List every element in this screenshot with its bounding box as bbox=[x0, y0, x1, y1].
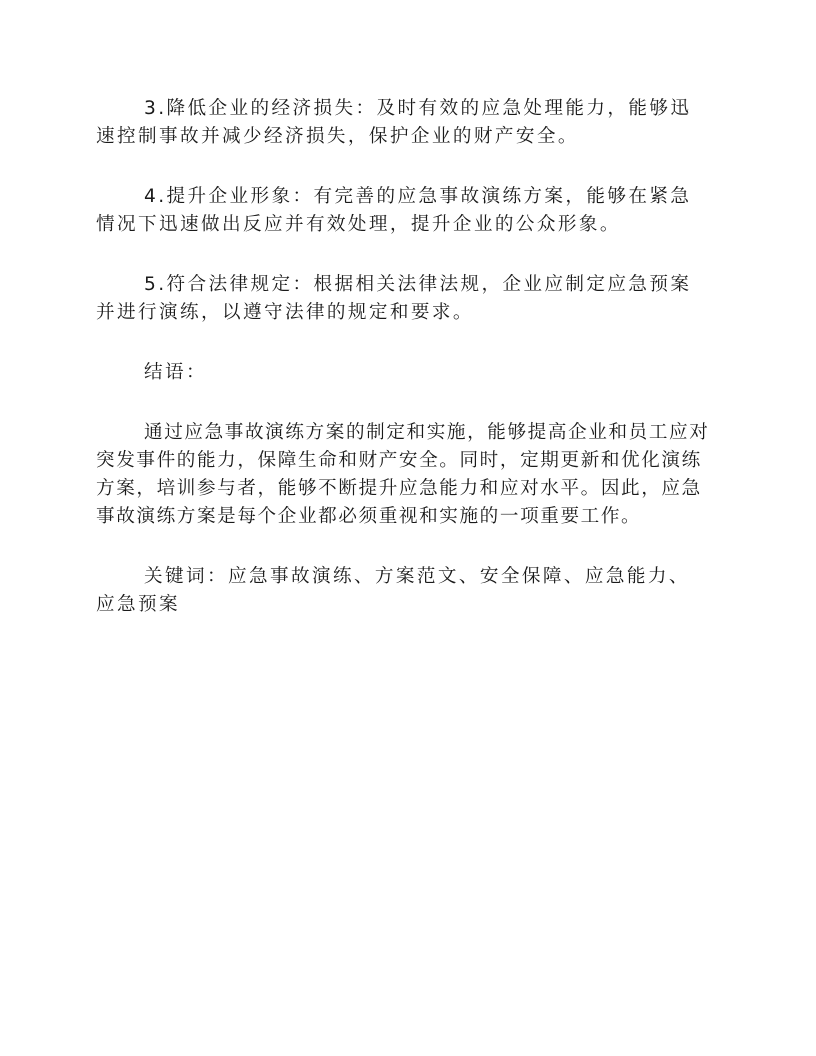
paragraph-enhance-image: 4.提升企业形象：有完善的应急事故演练方案，能够在紧急情况下迅速做出反应并有效处理，提升企业的公众形象。 bbox=[96, 186, 692, 235]
paragraph-legal-compliance: 5.符合法律规定：根据相关法律法规，企业应制定应急预案并进行演练，以遵守法律的规定和要求。 bbox=[96, 274, 692, 323]
paragraph-conclusion-heading: 结语： bbox=[144, 362, 207, 383]
paragraph-keywords: 关键词：应急事故演练、方案范文、安全保障、应急能力、应急预案 bbox=[96, 566, 690, 615]
paragraph-reduce-losses: 3.降低企业的经济损失：及时有效的应急处理能力，能够迅速控制事故并减少经济损失，保护企业的财产安全。 bbox=[96, 98, 692, 147]
document-body bbox=[96, 95, 710, 651]
paragraph-conclusion: 通过应急事故演练方案的制定和实施，能够提高企业和员工应对突发事件的能力，保障生命和财产安全。同时，定期更新和优化演练方案，培训参与者，能够不断提升应急能力和应对水平。因此，应急事故演练方案是每个企业都必须重视和实施的一项重要工作。 bbox=[96, 422, 710, 527]
